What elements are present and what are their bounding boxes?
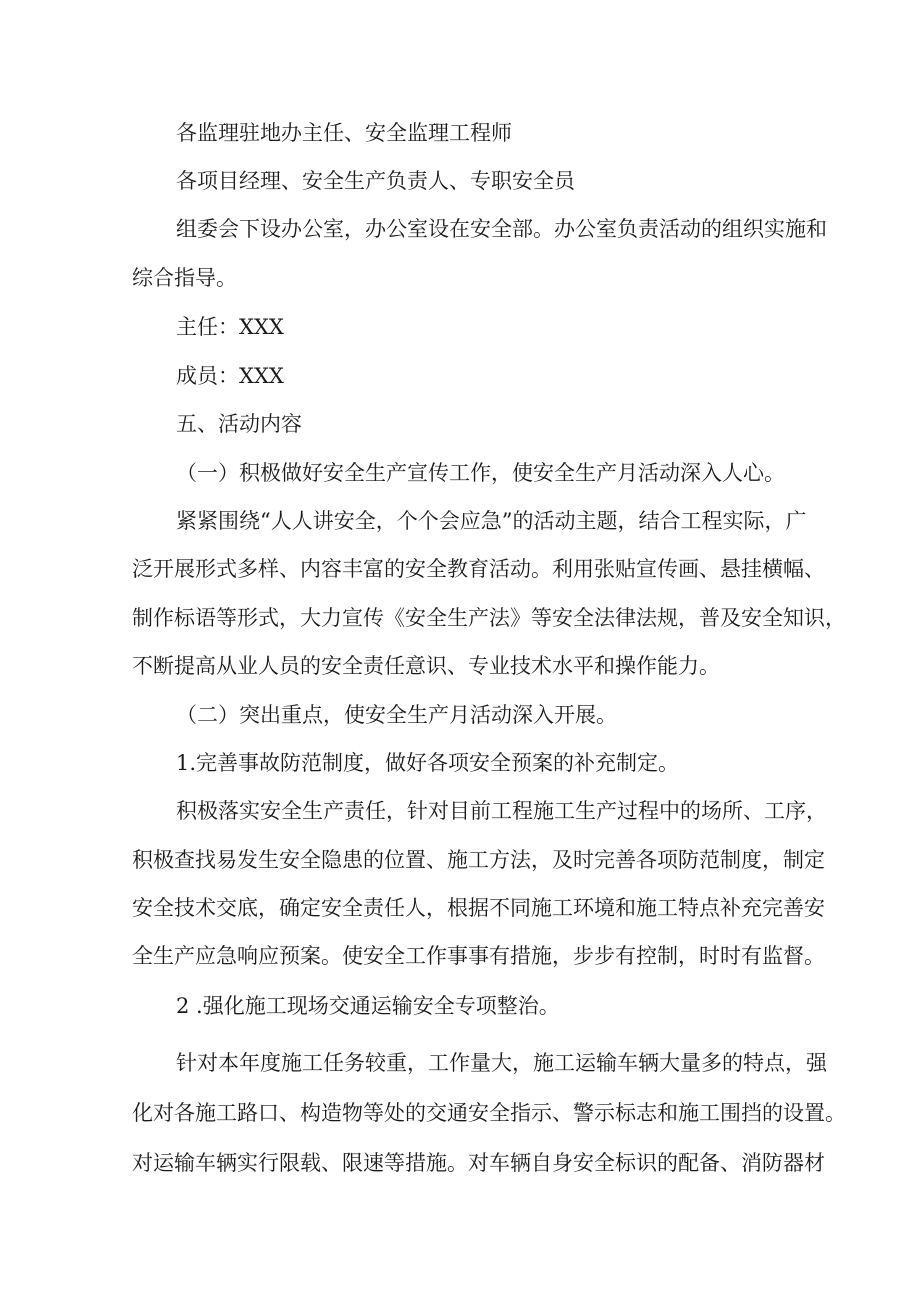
paragraph-item-2-line-2: 化对各施工路口、构造物等处的交通安全指示、警示标志和施工围挡的设置。 (132, 1101, 846, 1125)
paragraph-item-2-line-1: 针对本年度施工任务较重，工作量大，施工运输车辆大量多的特点，强 (176, 1051, 827, 1075)
item-1-heading: 1.完善事故防范制度，做好各项安全预案的补充制定。 (176, 751, 680, 775)
section-heading-activities: 五、活动内容 (176, 412, 302, 436)
paragraph-publicity-line-2: 泛开展形式多样、内容丰富的安全教育活动。利用张贴宣传画、悬挂横幅、 (132, 557, 825, 581)
paragraph-publicity-line-4: 不断提高从业人员的安全责任意识、专业技术水平和操作能力。 (132, 654, 720, 678)
paragraph-publicity-line-3: 制作标语等形式，大力宣传《安全生产法》等安全法律法规，普及安全知识， (132, 606, 846, 630)
subheading-publicity: （一）积极做好安全生产宣传工作，使安全生产月活动深入人心。 (176, 461, 785, 485)
paragraph-item-1-line-1: 积极落实安全生产责任，针对目前工程施工生产过程中的场所、工序， (176, 799, 827, 823)
subheading-key-points: （二）突出重点，使安全生产月活动深入开展。 (176, 703, 617, 727)
paragraph-item-1-line-3: 安全技术交底，确定安全责任人，根据不同施工环境和施工特点补充完善安 (132, 896, 825, 920)
paragraph-item-1-line-2: 积极查找易发生安全隐患的位置、施工方法，及时完善各项防范制度，制定 (132, 848, 825, 872)
paragraph-office-line-2: 综合指导。 (132, 266, 237, 290)
paragraph-publicity-line-1: 紧紧围绕“人人讲安全，个个会应急”的活动主题，结合工程实际，广 (176, 509, 807, 533)
paragraph-item-2-line-3: 对运输车辆实行限载、限速等措施。对车辆自身安全标识的配备、消防器材 (132, 1151, 825, 1175)
director-line: 主任：XXX (176, 315, 284, 339)
item-2-heading: 2 .强化施工现场交通运输安全专项整治。 (176, 994, 560, 1018)
list-item-project-managers: 各项目经理、安全生产负责人、专职安全员 (176, 169, 575, 193)
paragraph-item-1-line-4: 全生产应急响应预案。使安全工作事事有措施，步步有控制，时时有监督。 (132, 944, 825, 968)
members-line: 成员：XXX (176, 364, 284, 388)
paragraph-office-line-1: 组委会下设办公室，办公室设在安全部。办公室负责活动的组织实施和 (176, 217, 827, 241)
list-item-supervision-office: 各监理驻地办主任、安全监理工程师 (176, 121, 512, 145)
